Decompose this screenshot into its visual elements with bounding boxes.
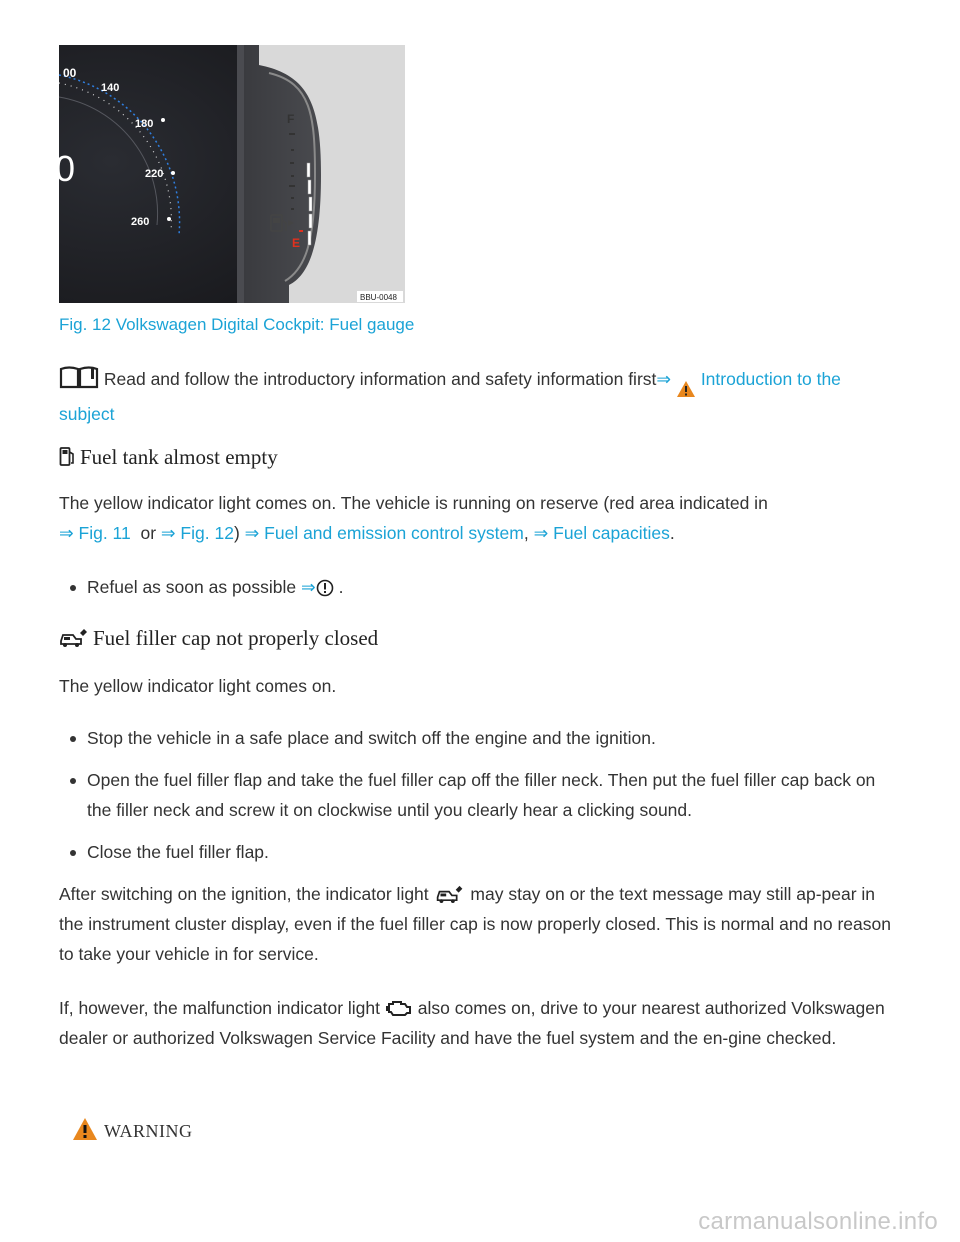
list-item: Stop the vehicle in a safe place and switch off the engine and the ignition. xyxy=(59,723,899,753)
link-fig-11[interactable]: ⇒ Fig. 11 xyxy=(59,523,131,543)
paragraph-text: If, however, the malfunction indicator light xyxy=(59,998,381,1018)
list-item-end: . xyxy=(338,577,344,597)
cockpit-illustration xyxy=(55,45,405,303)
link-fig-12[interactable]: ⇒ Fig. 12 xyxy=(160,523,234,543)
section1-bullets xyxy=(59,572,899,602)
fuel-empty-label: E xyxy=(292,236,301,250)
connector-text: ) xyxy=(233,523,240,543)
speed-tick-label: 180 xyxy=(135,118,154,130)
warning-box xyxy=(72,1117,193,1142)
connector-text: . xyxy=(669,523,675,543)
watermark: carmanualsonline.info xyxy=(698,1208,938,1235)
intro-paragraph xyxy=(59,364,899,429)
list-item: Open the fuel filler flap and take the fuel filler cap off the filler neck. Then put the fuel filler cap back on the filler neck and screw it on clockwise until you clearly hear a clicking sound. xyxy=(59,765,899,825)
paragraph-text: also comes on, drive to your nearest authorized Volkswagen dealer or authorized Volkswagen Service Facility and have the fuel system and the en-gine checked. xyxy=(59,998,885,1048)
section2-bullets xyxy=(59,723,899,867)
fuel-full-label: F xyxy=(287,112,295,126)
book-icon xyxy=(59,365,99,389)
fuel-cap-icon xyxy=(59,627,89,648)
list-item-text: Refuel as soon as possible xyxy=(87,577,297,597)
paragraph-text: After switching on the ignition, the indicator light xyxy=(59,884,429,904)
connector-text: or xyxy=(140,523,157,543)
speed-tick-label: 140 xyxy=(101,82,120,94)
engine-icon xyxy=(385,998,413,1018)
warning-triangle-icon xyxy=(676,379,696,399)
speed-tick-label: 220 xyxy=(145,168,164,180)
list-item: Close the fuel filler flap. xyxy=(59,837,899,867)
section-heading-fuel-empty xyxy=(59,445,278,470)
section-heading-fuel-cap xyxy=(59,626,378,651)
section-heading-text: Fuel filler cap not properly closed xyxy=(93,626,379,650)
fuel-cap-icon xyxy=(434,884,466,904)
intro-link[interactable]: Introduction to the subject xyxy=(59,369,841,424)
section1-paragraph xyxy=(59,488,899,548)
speed-tick-label: 260 xyxy=(131,216,150,228)
paragraph-text: The yellow indicator light comes on. The vehicle is running on reserve (red area indicated in xyxy=(59,493,768,513)
link-fuel-emission-system[interactable]: ⇒ Fuel and emission control system xyxy=(244,523,524,543)
fuel-gauge-figure xyxy=(55,45,405,303)
warning-label: WARNING xyxy=(104,1121,193,1141)
fuel-pump-icon xyxy=(59,446,76,467)
caution-circle-icon[interactable] xyxy=(316,579,334,597)
image-code: BBU-0048 xyxy=(360,293,397,302)
caution-arrow[interactable]: ⇒ xyxy=(301,577,316,597)
after-ignition-paragraph xyxy=(59,879,899,969)
speed-tick-label: 00 xyxy=(63,66,77,80)
figure-caption: Fig. 12 Volkswagen Digital Cockpit: Fuel gauge xyxy=(59,315,415,334)
section2-paragraph: The yellow indicator light comes on. xyxy=(59,676,337,696)
section-heading-text: Fuel tank almost empty xyxy=(80,445,278,469)
malfunction-paragraph xyxy=(59,993,899,1053)
speed-digit: 0 xyxy=(55,148,76,189)
list-item xyxy=(59,572,899,602)
connector-text: , xyxy=(523,523,529,543)
intro-arrow: ⇒ xyxy=(656,369,672,389)
warning-triangle-icon xyxy=(72,1117,98,1141)
intro-text: Read and follow the introductory information and safety information first xyxy=(103,369,657,389)
link-fuel-capacities[interactable]: ⇒ Fuel capacities xyxy=(533,523,670,543)
paragraph-text: may stay on or the text message may still ap-pear in the instrument cluster display, even if the fuel filler cap is now properly closed. This is normal and no reason to take your vehicle in for service. xyxy=(59,884,891,964)
